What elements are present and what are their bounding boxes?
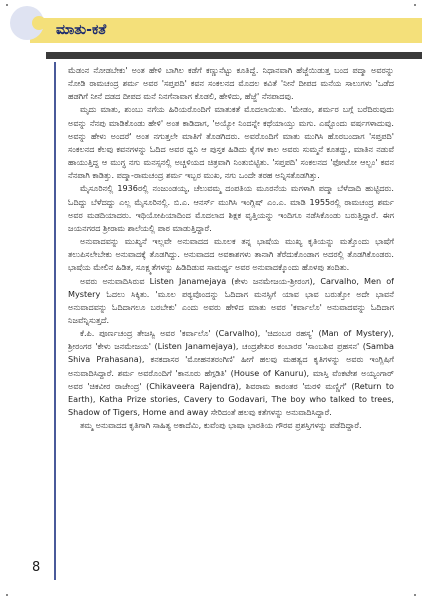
page-number: 8 [32, 560, 41, 575]
paragraph: ಮೃದು ಮಾತು, ಶುಂಬು ನಗೆಯ ಹಿರಿಯರೊಂದಿಗೆ ಮಾತುಕತೆ ಮೊದಲಾಯಿತು. 'ಮೇಡಂ, ಶರ್ಮರ ಬಗ್ಗೆ ಬರೆದಿರುವುದು ಅವನ್ನು ನೆನಪು ಮಾಡಿಕೊಂಡು ಹೇಳಿ' ಅಂತ ಕಾಡಿದಾಗ, 'ಅಯ್ಯೋ ನಿಂದನ್ನೇ ಕಥೆಯಾಯ್ತು ಮಗು. ಎಷ್ಟೊಂದು ವರ್ಷಗಳಾದುವು. ಅವನ್ನು ಹೇಳು ಅಂದರೆ' ಅಂತ ನಗುತ್ತಲೇ ಮಾತಿಗೆ ತೊಡಗಿದರು. ಅವರೊಂದಿಗೆ ಮಾತು ಮುಗಿಸಿ ಹೊರಬಂದಾಗ 'ಸಪ್ತಪದಿ' ಸಂಕಲನದ ಕೆಲವು ಕವನಗಳನ್ನು ಓದಿದ ಅವರ ಧ್ವನಿ ಆ ಪುಸ್ತಕ ಹಿಡಿದು ಕೈಗಳ ಕಾಲ ಅವರು ಸುಮ್ಮನೆ ಕೂತದ್ದು, ಮಾತಿನ ನಡುವೆ ಹಾಯುತ್ತಿದ್ದ ಆ ಮುಗ್ಧ ನಗು ಮನಸ್ಸನಲ್ಲಿ ಅಚ್ಚಳಿಯದ ಚಿತ್ರವಾಗಿ ನಿಂತುಬಿಟ್ಟಿತು. 'ಸಪ್ತಪದಿ' ಸಂಕಲನದ 'ಫೋಟೋ ಆಲ್ಬಂ' ಕವನ ನೆನಪಾಗಿ ಕಾಡಿತ್ತು. ಪದ್ಮಾ-ರಾಮಚಂದ್ರ ಶರ್ಮ ಇಬ್ಬರ ಮುಖ, ನಗು ಒಂದೇ ತರಹ ಅನ್ನಿಸತೊಡಗಿತ್ತು. [68, 104, 394, 181]
paragraph: ಮೈಸೂರಿನಲ್ಲಿ 1936ರಲ್ಲಿ ನಂಜುಂಡಯ್ಯ, ಚೆಲುವಮ್ಮ ದಂಪತಿಯ ಮೂರನೆಯ ಮಗಳಾಗಿ ಪದ್ಮಾ ಬೆಳೆದಾದಿ ಹುಟ್ಟಿದರು. ಓದಿದ್ದು ಬೆಳೆದದ್ದು ಎಲ್ಲ ಮೈಸೂರಿನಲ್ಲಿ. ಬಿ.ಎ. ಆನರ್ಸ್ ಮುಗಿಸಿ ಇಂಗ್ಲಿಷ್ ಎಂ.ಎ. ಮಾಡಿ 1955ರಲ್ಲಿ ರಾಮಚಂದ್ರ ಶರ್ಮ ಅವರ ಮಡದಿಯಾದರು. ಇಥಿಯೋಪಿಯಾದಿಂದ ಮೊದಲಾದ ಶಿಕ್ಷಕ ವೃತ್ತಿಯನ್ನು ಇಂದಿಗೂ ನಡೆಸಿಕೊಂಡು ಬರುತ್ತಿದ್ದಾರೆ. ಈಗ ಜಯನಗರದ ಶ್ರೀರಾಮ ಶಾಲೆಯಲ್ಲಿ ಪಾಠ ಮಾಡುತ್ತಿದ್ದಾರೆ. [68, 183, 394, 233]
margin-line [54, 62, 56, 580]
article-body [68, 64, 394, 570]
paragraph: ಅನುವಾದವನ್ನು ಮುಖ್ಯನೆ ಇಲ್ಲವೇ ಅನುವಾದದ ಮೂಲಕ ತನ್ನ ಭಾಷೆಯ ಮುಖ್ಯ ಕೃತಿಯನ್ನು ಮತ್ತೊಂದು ಭಾಷೆಗೆ ತಲುಪಿಸಲೇಬೇಕು ಅನುವಾದಕ್ಕೆ ತೊಡಗಿದ್ದು. ಅನುವಾದದ ಅವಕಾಶಗಳು ತಾನಾಗಿ ತೆರೆದುಕೊಂಡಾಗ ಅದರಲ್ಲಿ ತೊಡಗಿಕೊಂಡರು. ಭಾಷೆಯ ಮೇಲಿನ ಹಿಡಿತ, ಸೂಕ್ಷ್ಮತೆಗಳನ್ನು ಹಿಡಿದಿಡುವ ಸಾಮರ್ಥ್ಯ ಅವರ ಅನುವಾದಕ್ಕೊಂದು ಹೊಳಪು ತಂದಿತು. [68, 236, 394, 273]
paragraph: ಅವರು ಅನುವಾದಿಸಿರುವ Listen Janamejaya (ಕೇಳು ಜನಮೇಜಯ-ಶ್ರೀರಂಗ), Carvalho, Men of Mystery ಓದಲು ಸಿಕ್ಕಿತು. 'ಮೂಲ ಪಠ್ಯವೊಂದನ್ನು ಓದಿದಾಗ ಮನಸ್ಸಿಗೆ ಯಾವ ಭಾವ ಬರುತ್ತೋ ಅದೇ ಭಾವನೆ ಅನುವಾದವನ್ನು ಓದಿದಾಗಲೂ ಬರಬೇಕು' ಎಂದು ಅವರು ಹೇಳಿದ ಮಾತು ಅವರ 'ಕರ್ವಾಲೊ' ಅನುವಾದವನ್ನು ಓದಿದಾಗ ನಿಜವೆನ್ನಿಸುತ್ತದೆ. [68, 275, 394, 325]
paragraph: ತಮ್ಮ ಅನುವಾದದ ಕೃತಿಗಾಗಿ ಸಾಹಿತ್ಯ ಅಕಾದೆಮಿ, ಕುವೆಂಪು ಭಾಷಾ ಭಾರತಿಯ ಗೌರವ ಪ್ರಶಸ್ತಿಗಳನ್ನು ಪಡೆದಿದ್ದಾರೆ. [80, 420, 362, 431]
header-circle-decoration [10, 6, 44, 40]
paragraph: ಕೆ.ಪಿ. ಪೂರ್ಣಚಂದ್ರ ತೇಜಸ್ವಿ ಅವರ 'ಕರ್ವಾಲೊ' (Carvalho), 'ಚಿದಂಬರ ರಹಸ್ಯ' (Man of Mystery), ಶ್ರೀರಂಗರ 'ಕೇಳು ಜನಮೇಜಯ' (Listen Janamejaya), ಚಂದ್ರಶೇಖರ ಕಂಬಾರರ 'ಸಾಂಬಶಿವ ಪ್ರಹಸನ' (Samba Shiva Prahasana), ಕನಕದಾಸರ 'ಮೋಹನತರಂಗಿಣಿ' ಹೀಗೆ ಹಲವು ಮಹತ್ವದ ಕೃತಿಗಳನ್ನು ಅವರು ಇಂಗ್ಲಿಷಿಗೆ ಅನುವಾದಿಸಿದ್ದಾರೆ. ಶರ್ಮ ಅವರೊಂದಿಗೆ 'ಕಾನೂರು ಹೆಗ್ಗಡಿತಿ' (House of Kanuru), ಮಾಸ್ತಿ ವೆಂಕಟೇಶ ಅಯ್ಯಂಗಾರ್ ಅವರ 'ಚಿಕವೀರ ರಾಜೇಂದ್ರ' (Chikaveera Rajendra), ಶಿವರಾಮ ಕಾರಂತರ 'ಮರಳಿ ಮಣ್ಣಿಗೆ' (Return to Earth), Katha Prize stories, Cavery to Godavari, The boy who talked to trees, Shadow of Tigers, Home and away ಸೇರಿದಂತೆ ಹಲವು ಕತೆಗಳನ್ನು ಅನುವಾದಿಸಿದ್ದಾರೆ. [68, 328, 394, 418]
header-rule [46, 52, 422, 59]
section-title: ಮಾತು-ಕತೆ [56, 22, 107, 38]
paragraph: ಮೆಡಂನ ನೋಡಬೇಕು' ಅಂತ ಹೇಳಿ ಬಾಗಿಲ ಕಡೆಗೆ ಕಣ್ಣುನೆಟ್ಟು ಕೂತಿದ್ದೆ. ನಿಧಾನವಾಗಿ ಹೆಜ್ಜೆಯಿಡುತ್ತ ಬಂದ ಪದ್ಮಾ ಅವರನ್ನು ನೋಡಿ ರಾಮಚಂದ್ರ ಶರ್ಮ ಅವರ 'ಸಪ್ತಪದಿ' ಕವನ ಸಂಕಲನದ ಮೊದಲ ಕವಿತೆ 'ನೀನೆ ದೀಪದ ಮನೆಯ ಸಾಲುಗಳು 'ಒಡೆದ ಹಡಗಿಗೆ ನೀನೆ ದಡದ ದೀಪದ ಮನೆ ನಿನಗೆನಾವಾಗ ಕೊಡಲಿ, ಹೇಳಿದು, ಹೆಜ್ಜೆ' ನೆನಪಾದವು. [68, 65, 394, 102]
